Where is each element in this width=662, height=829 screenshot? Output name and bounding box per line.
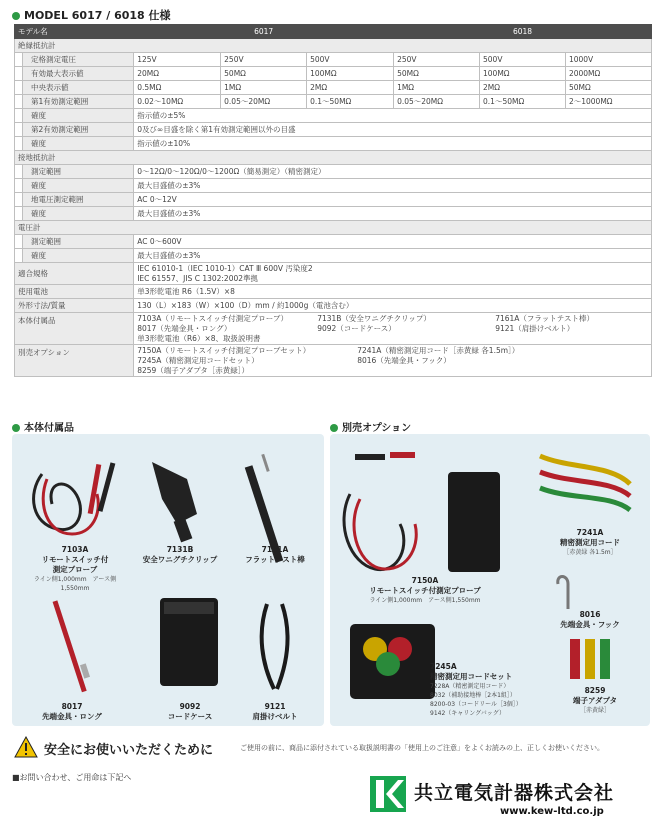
table-row xyxy=(15,67,652,81)
cell: 50MΩ xyxy=(221,67,307,81)
row-label: 有効最大表示値 xyxy=(22,67,133,81)
warning-title: 安全にお使いいただくために xyxy=(44,743,214,758)
code: 7131B xyxy=(166,545,194,554)
cell: 指示値の±5% xyxy=(134,109,652,123)
note: ［赤黄緑］ xyxy=(579,707,610,714)
row-label: 適合規格 xyxy=(15,263,134,285)
row-label: 使用電池 xyxy=(15,285,134,299)
row-label: 第1有効測定範囲 xyxy=(22,95,133,109)
case-icon xyxy=(448,472,500,572)
long-tip-icon xyxy=(53,600,90,692)
spec-table xyxy=(14,24,652,377)
cell: 2～1000MΩ xyxy=(565,95,651,109)
list-item: 7241A（精密測定用コード［赤黄緑 各1.5m］） xyxy=(357,345,520,355)
row-label: 地電圧測定範囲 xyxy=(22,193,133,207)
cell: 0及び∞目盛を除く第1有効測定範囲以外の目盛 xyxy=(134,123,652,137)
row-label: 確度 xyxy=(22,179,133,193)
cell: 最大目盛値の±3% xyxy=(134,249,652,263)
shoulder-strap-icon xyxy=(262,604,288,689)
cell: 100MΩ xyxy=(480,67,566,81)
code: 8259 xyxy=(584,686,606,695)
terminal-adapter-icon xyxy=(570,639,610,679)
company-name: 共立電気計器株式会社 xyxy=(414,782,615,804)
table-row xyxy=(15,249,652,263)
name: 先端金具・フック xyxy=(560,620,620,629)
spec-title xyxy=(12,7,171,23)
name: 安全ワニグチクリップ xyxy=(142,555,218,564)
section-insulation: 絶縁抵抗計 xyxy=(15,39,652,53)
cord-set-bag-icon xyxy=(350,624,435,699)
table-row xyxy=(15,137,652,151)
options-title xyxy=(330,419,411,434)
list-item: 7245A（精密測定用コードセット） xyxy=(137,355,259,365)
cell: 500V xyxy=(307,53,394,67)
cell: 20MΩ xyxy=(134,67,221,81)
precision-cord-icon xyxy=(540,456,630,510)
accessories-title-text: 本体付属品 xyxy=(24,423,74,434)
caption-7245a xyxy=(430,662,550,718)
table-header xyxy=(15,25,652,39)
caption-7150a xyxy=(350,576,500,605)
caption-8016 xyxy=(540,610,640,630)
table-row xyxy=(15,263,652,285)
list-item: 9092（コードケース） xyxy=(317,323,396,333)
header-6018: 6018 xyxy=(394,25,652,39)
cell: 250V xyxy=(221,53,307,67)
cell: 2MΩ xyxy=(307,81,394,95)
cell xyxy=(134,313,652,345)
cell: 1000V xyxy=(565,53,651,67)
cell: 1MΩ xyxy=(394,81,480,95)
cell xyxy=(134,345,652,377)
row-label: 別売オプション xyxy=(15,345,134,377)
header-6017: 6017 xyxy=(134,25,394,39)
logo-k-icon xyxy=(370,776,406,812)
table-row xyxy=(15,299,652,313)
accessories-title xyxy=(12,419,74,434)
code: 8017 xyxy=(61,702,83,711)
name: リモートスイッチ付 xyxy=(41,555,109,564)
cell: 0.5MΩ xyxy=(134,81,221,95)
header-model: モデル名 xyxy=(15,25,134,39)
table-row xyxy=(15,165,652,179)
alligator-clip-icon xyxy=(152,462,197,542)
name: 先端金具・ロング xyxy=(42,712,102,721)
cell: 0.1～50MΩ xyxy=(480,95,566,109)
name: 端子アダプタ xyxy=(573,696,617,705)
row-label: 測定範囲 xyxy=(22,165,133,179)
name: 測定プローブ xyxy=(52,565,98,574)
table-row xyxy=(15,179,652,193)
code: 7241A xyxy=(576,528,604,537)
list-item: 9121（肩掛けベルト） xyxy=(495,323,575,333)
table-row xyxy=(15,313,652,345)
bullet-icon xyxy=(330,424,338,432)
name: 精密測定用コード xyxy=(560,538,620,547)
note: 7228A（精密測定用コード） xyxy=(430,683,510,690)
row-label: 確度 xyxy=(22,207,133,221)
table-row xyxy=(15,345,652,377)
code: 7150A xyxy=(411,576,439,585)
caption-7161a xyxy=(230,545,320,565)
code: 7103A xyxy=(61,545,89,554)
warning-bar xyxy=(0,732,662,762)
cell: 50MΩ xyxy=(394,67,480,81)
list-item: 7161A（フラットテスト棒） xyxy=(495,313,594,323)
cell: AC 0～12V xyxy=(134,193,652,207)
footer-note: ■お問い合わせ、ご用命は下記へ xyxy=(12,773,132,782)
note: 8032（補助接地棒［2本1組］） xyxy=(430,692,516,699)
kyoritsu-logo xyxy=(370,776,406,812)
note: ライン側1,000mm アース側1,550mm xyxy=(369,597,481,604)
list-item: 単3形乾電池（R6）×8、取扱説明書 xyxy=(137,333,261,343)
cell: 250V xyxy=(394,53,480,67)
code: 7245A xyxy=(430,662,457,671)
note: ライン側1,000mm アース側1,550mm xyxy=(33,576,117,592)
bullet-icon xyxy=(12,424,20,432)
cell: 2000MΩ xyxy=(565,67,651,81)
probe-icon xyxy=(34,462,116,534)
list-item: 7150A（リモートスイッチ付測定プローブセット） xyxy=(137,345,311,355)
accessories-panel xyxy=(12,434,324,726)
cell: 指示値の±10% xyxy=(134,137,652,151)
cell: 100MΩ xyxy=(307,67,394,81)
row-label: 確度 xyxy=(22,109,133,123)
row-label: 中央表示値 xyxy=(22,81,133,95)
cell: 1MΩ xyxy=(221,81,307,95)
cell: 130（L）×183（W）×100（D）mm / 約1000g（電池含む） xyxy=(134,299,652,313)
row-label: 確度 xyxy=(22,249,133,263)
row-label: 本体付属品 xyxy=(15,313,134,345)
table-row xyxy=(15,235,652,249)
row-label: 外形寸法/質量 xyxy=(15,299,134,313)
standards-line: IEC 61010-1（IEC 1010-1）CAT Ⅲ 600V 汚染度2 xyxy=(137,263,313,273)
cell: 単3形乾電池 R6（1.5V）×8 xyxy=(134,285,652,299)
warning-text: ご使用の前に、商品に添付されている取扱説明書の「使用上のご注意」をよくお読みの上、正しくお使いください。 xyxy=(240,744,604,752)
cell xyxy=(134,263,652,285)
code: 9092 xyxy=(179,702,201,711)
row-label: 定格測定電圧 xyxy=(22,53,133,67)
note: 8200-03（コードリール［3個］） xyxy=(430,701,522,708)
cell: 最大目盛値の±3% xyxy=(134,179,652,193)
code: 7161A xyxy=(261,545,289,554)
bullet-icon xyxy=(12,12,20,20)
row-label: 測定範囲 xyxy=(22,235,133,249)
list-item: 7103A（リモートスイッチ付測定プローブ） xyxy=(137,313,288,323)
table-row xyxy=(15,207,652,221)
caption-7103a xyxy=(20,545,130,593)
name: 肩掛けベルト xyxy=(252,712,298,721)
table-row xyxy=(15,95,652,109)
caption-8259 xyxy=(550,686,640,715)
list-item: 8259（端子アダプタ［赤黄緑］） xyxy=(137,365,249,375)
warning-icon xyxy=(14,736,38,758)
list-item: 8017（先端金具・ロング） xyxy=(137,323,232,333)
code-case-icon xyxy=(160,598,218,686)
cell: 50MΩ xyxy=(565,81,651,95)
table-row xyxy=(15,109,652,123)
company-url[interactable]: www.kew-ltd.co.jp xyxy=(500,806,604,817)
hook-icon xyxy=(558,577,568,610)
table-row xyxy=(15,285,652,299)
options-panel xyxy=(330,434,650,726)
table-row xyxy=(15,53,652,67)
cell: 0.1～50MΩ xyxy=(307,95,394,109)
cell: 0.02～10MΩ xyxy=(134,95,221,109)
name: フラットテスト棒 xyxy=(245,555,305,564)
caption-7131b xyxy=(130,545,230,565)
cell: 最大目盛値の±3% xyxy=(134,207,652,221)
code: 9121 xyxy=(264,702,286,711)
options-title-text: 別売オプション xyxy=(342,423,412,434)
note: ［赤黄緑 各1.5m］ xyxy=(563,549,617,556)
caption-8017 xyxy=(22,702,122,722)
list-item: 7131B（安全ワニグチクリップ） xyxy=(317,313,431,323)
cell: 0.05～20MΩ xyxy=(221,95,307,109)
probe-set-icon xyxy=(344,452,416,570)
cell: 2MΩ xyxy=(480,81,566,95)
caption-7241a xyxy=(540,528,640,557)
standards-line: IEC 61557、JIS C 1302:2002準拠 xyxy=(137,273,259,283)
section-voltmeter: 電圧計 xyxy=(15,221,652,235)
cell: 500V xyxy=(480,53,566,67)
note: 9142（キャリングバッグ） xyxy=(430,710,505,717)
row-label: 第2有効測定範囲 xyxy=(22,123,133,137)
table-row xyxy=(15,123,652,137)
row-label: 確度 xyxy=(22,137,133,151)
section-earth: 接地抵抗計 xyxy=(15,151,652,165)
name: 精密測定用コードセット xyxy=(430,672,513,681)
cell: 0～12Ω/0～120Ω/0～1200Ω（簡易測定）（精密測定） xyxy=(134,165,652,179)
cell: 125V xyxy=(134,53,221,67)
table-row xyxy=(15,81,652,95)
cell: AC 0～600V xyxy=(134,235,652,249)
spec-title-text: MODEL 6017 / 6018 仕様 xyxy=(24,9,171,22)
code: 8016 xyxy=(579,610,601,619)
caption-9121 xyxy=(230,702,320,722)
list-item: 8016（先端金具・フック） xyxy=(357,355,451,365)
name: リモートスイッチ付測定プローブ xyxy=(369,586,481,595)
name: コードケース xyxy=(167,712,213,721)
cell: 0.05～20MΩ xyxy=(394,95,480,109)
table-row xyxy=(15,193,652,207)
caption-9092 xyxy=(140,702,240,722)
